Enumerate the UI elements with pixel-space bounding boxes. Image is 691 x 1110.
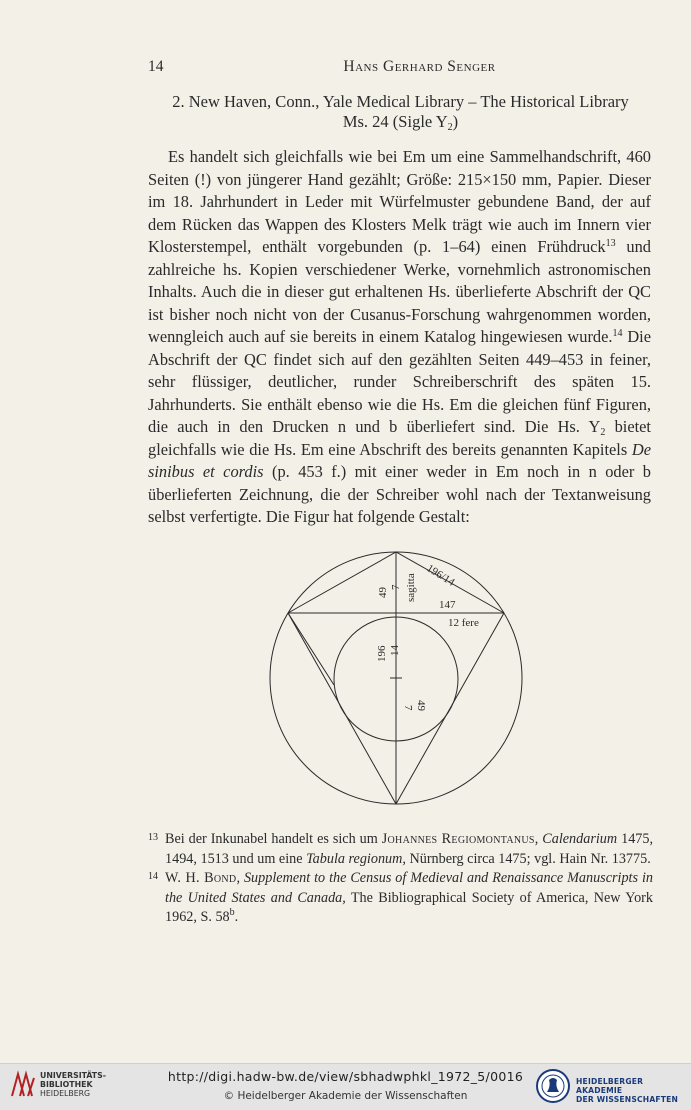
label-12-fere: 12 fere <box>448 617 479 629</box>
work-title: Calendarium <box>542 831 618 847</box>
ub-line-3: HEIDELBERG <box>40 1089 91 1098</box>
label-arc: 196/14 <box>424 562 457 589</box>
viewer-footer <box>0 1063 691 1110</box>
label-inner-196: 196 <box>376 645 388 662</box>
label-upper-49: 49 <box>377 587 389 598</box>
had-line-2: DER WISSENSCHAFTEN <box>576 1095 679 1104</box>
heading-line-2 <box>150 112 651 132</box>
footnote-14 <box>148 869 653 928</box>
footnote-text: . <box>234 909 239 925</box>
footnote-number: 14 <box>148 871 158 882</box>
running-header <box>148 58 651 78</box>
heading-subscript: 2 <box>447 122 453 133</box>
label-lower-49: 49 <box>415 700 427 711</box>
body-paragraph <box>148 146 651 529</box>
footnote-ref-14[interactable]: 14 <box>612 328 623 339</box>
footnote-text: 1475, 1494, 1513 und um eine <box>165 831 654 867</box>
body-subscript: 2 <box>600 427 606 438</box>
label-inner-14: 14 <box>389 645 401 656</box>
heading-line-2-text: Ms. 24 (Sigle Y <box>342 112 448 131</box>
label-lower-7: 7 <box>402 705 414 711</box>
footnote-ref-13[interactable]: 13 <box>605 238 616 249</box>
footnote-13 <box>148 830 653 869</box>
ub-line-2: BIBLIOTHEK <box>40 1080 93 1089</box>
footnote-text: Nürnberg circa 1475; vgl. Hain Nr. 13775. <box>405 850 651 867</box>
ub-line-1: UNIVERSITÄTS- <box>40 1071 106 1080</box>
work-title: Tabula regionum, <box>306 850 406 867</box>
permalink-url[interactable]: http://digi.hadw-bw.de/view/sbhadwphkl_1972_5/0016 <box>167 1069 524 1084</box>
footnote-text: , <box>236 870 244 886</box>
body-text-5: (p. 453 f.) mit einer weder in Em noch in n oder b überlieferten Zeichnung, die der Schreiber wohl nach der Textanweisung selbst verfertigte. Die Figur hat folgende Gestalt: <box>148 462 651 526</box>
tangent-left <box>288 613 334 685</box>
author-name: Johannes Regiomontanus <box>381 831 535 847</box>
copyright-notice: © Heidelberger Akademie der Wissenschaften <box>223 1090 468 1102</box>
section-heading <box>150 92 651 132</box>
body-text-2: und zahlreiche hs. Kopien verschiedener Werke, vornehmlich astronomischen Inhalts. Auch die in dieser gut erhaltenen Hs. überlieferte Abschrift der QC ist bisher noch nicht von der Cusanus-Forschung wahrgenommen worden, wenngleich auch auf sie bereits in einem Katalog hingewiesen wurde. <box>148 237 652 346</box>
label-sagitta: sagitta <box>405 573 417 602</box>
footnotes <box>148 830 653 928</box>
author-name: W. H. Bond <box>165 870 237 886</box>
work-title: Supplement to the Census of Medieval and Renaissance Manuscripts in the United States and Canada, <box>165 870 653 906</box>
running-head-author: Hans Gerhard Senger <box>343 58 496 75</box>
had-line-1: HEIDELBERGER AKADEMIE <box>576 1077 644 1095</box>
label-upper-7: 7 <box>390 584 402 590</box>
heading-line-2-end: ) <box>452 112 459 131</box>
body-text-3: Die Abschrift der QC findet sich auf den gezählten Seiten 449–453 in feiner, sehr flüssiger, deutlicher, runder Schreiberschrift des späten 15. Jahrhunderts. Sie enthält ebenso wie die Hs. Em die gleichen fünf Figuren, die auch in den Drucken n und b überliefert sind. Die Hs. Y <box>148 327 651 436</box>
body-text-4: bietet gleichfalls wie die Hs. Em eine Abschrift des bereits genannten Kapitels <box>148 417 651 459</box>
page-number: 14 <box>148 58 164 75</box>
heading-line-1: 2. New Haven, Conn., Yale Medical Library – The Historical Library <box>172 92 629 111</box>
superscript: b <box>229 907 235 918</box>
triangle-left-side <box>288 613 396 804</box>
footnote-text: Bei der Inkunabel handelt es sich um <box>165 831 382 847</box>
footnote-text: The Bibliographical Society of America, New York 1962, S. 58 <box>165 889 653 925</box>
body-text-1: Es handelt sich gleichfalls wie bei Em um eine Sammelhandschrift, 460 Seiten (!) von jüngerer Hand gezählt; Größe: 215×150 mm, Papier. Dieser im 18. Jahrhundert in Leder mit Würfelmuster gebundene Band, der auf dem Rücken das Wappen des Klosters Melk trägt wie auch im Innern vier Klosterstempel, enthält vorgebunden (p. 1–64) einen Frühdruck <box>148 147 651 256</box>
academy-name <box>576 1077 691 1104</box>
body-italic-title: De sinibus et cordis <box>148 439 651 481</box>
academy-seal-icon[interactable] <box>535 1068 571 1104</box>
paragraph <box>148 146 651 529</box>
footnote-text: , <box>534 831 543 847</box>
footnote-number: 13 <box>148 832 158 843</box>
geometric-figure <box>268 550 524 806</box>
label-147: 147 <box>439 599 456 611</box>
